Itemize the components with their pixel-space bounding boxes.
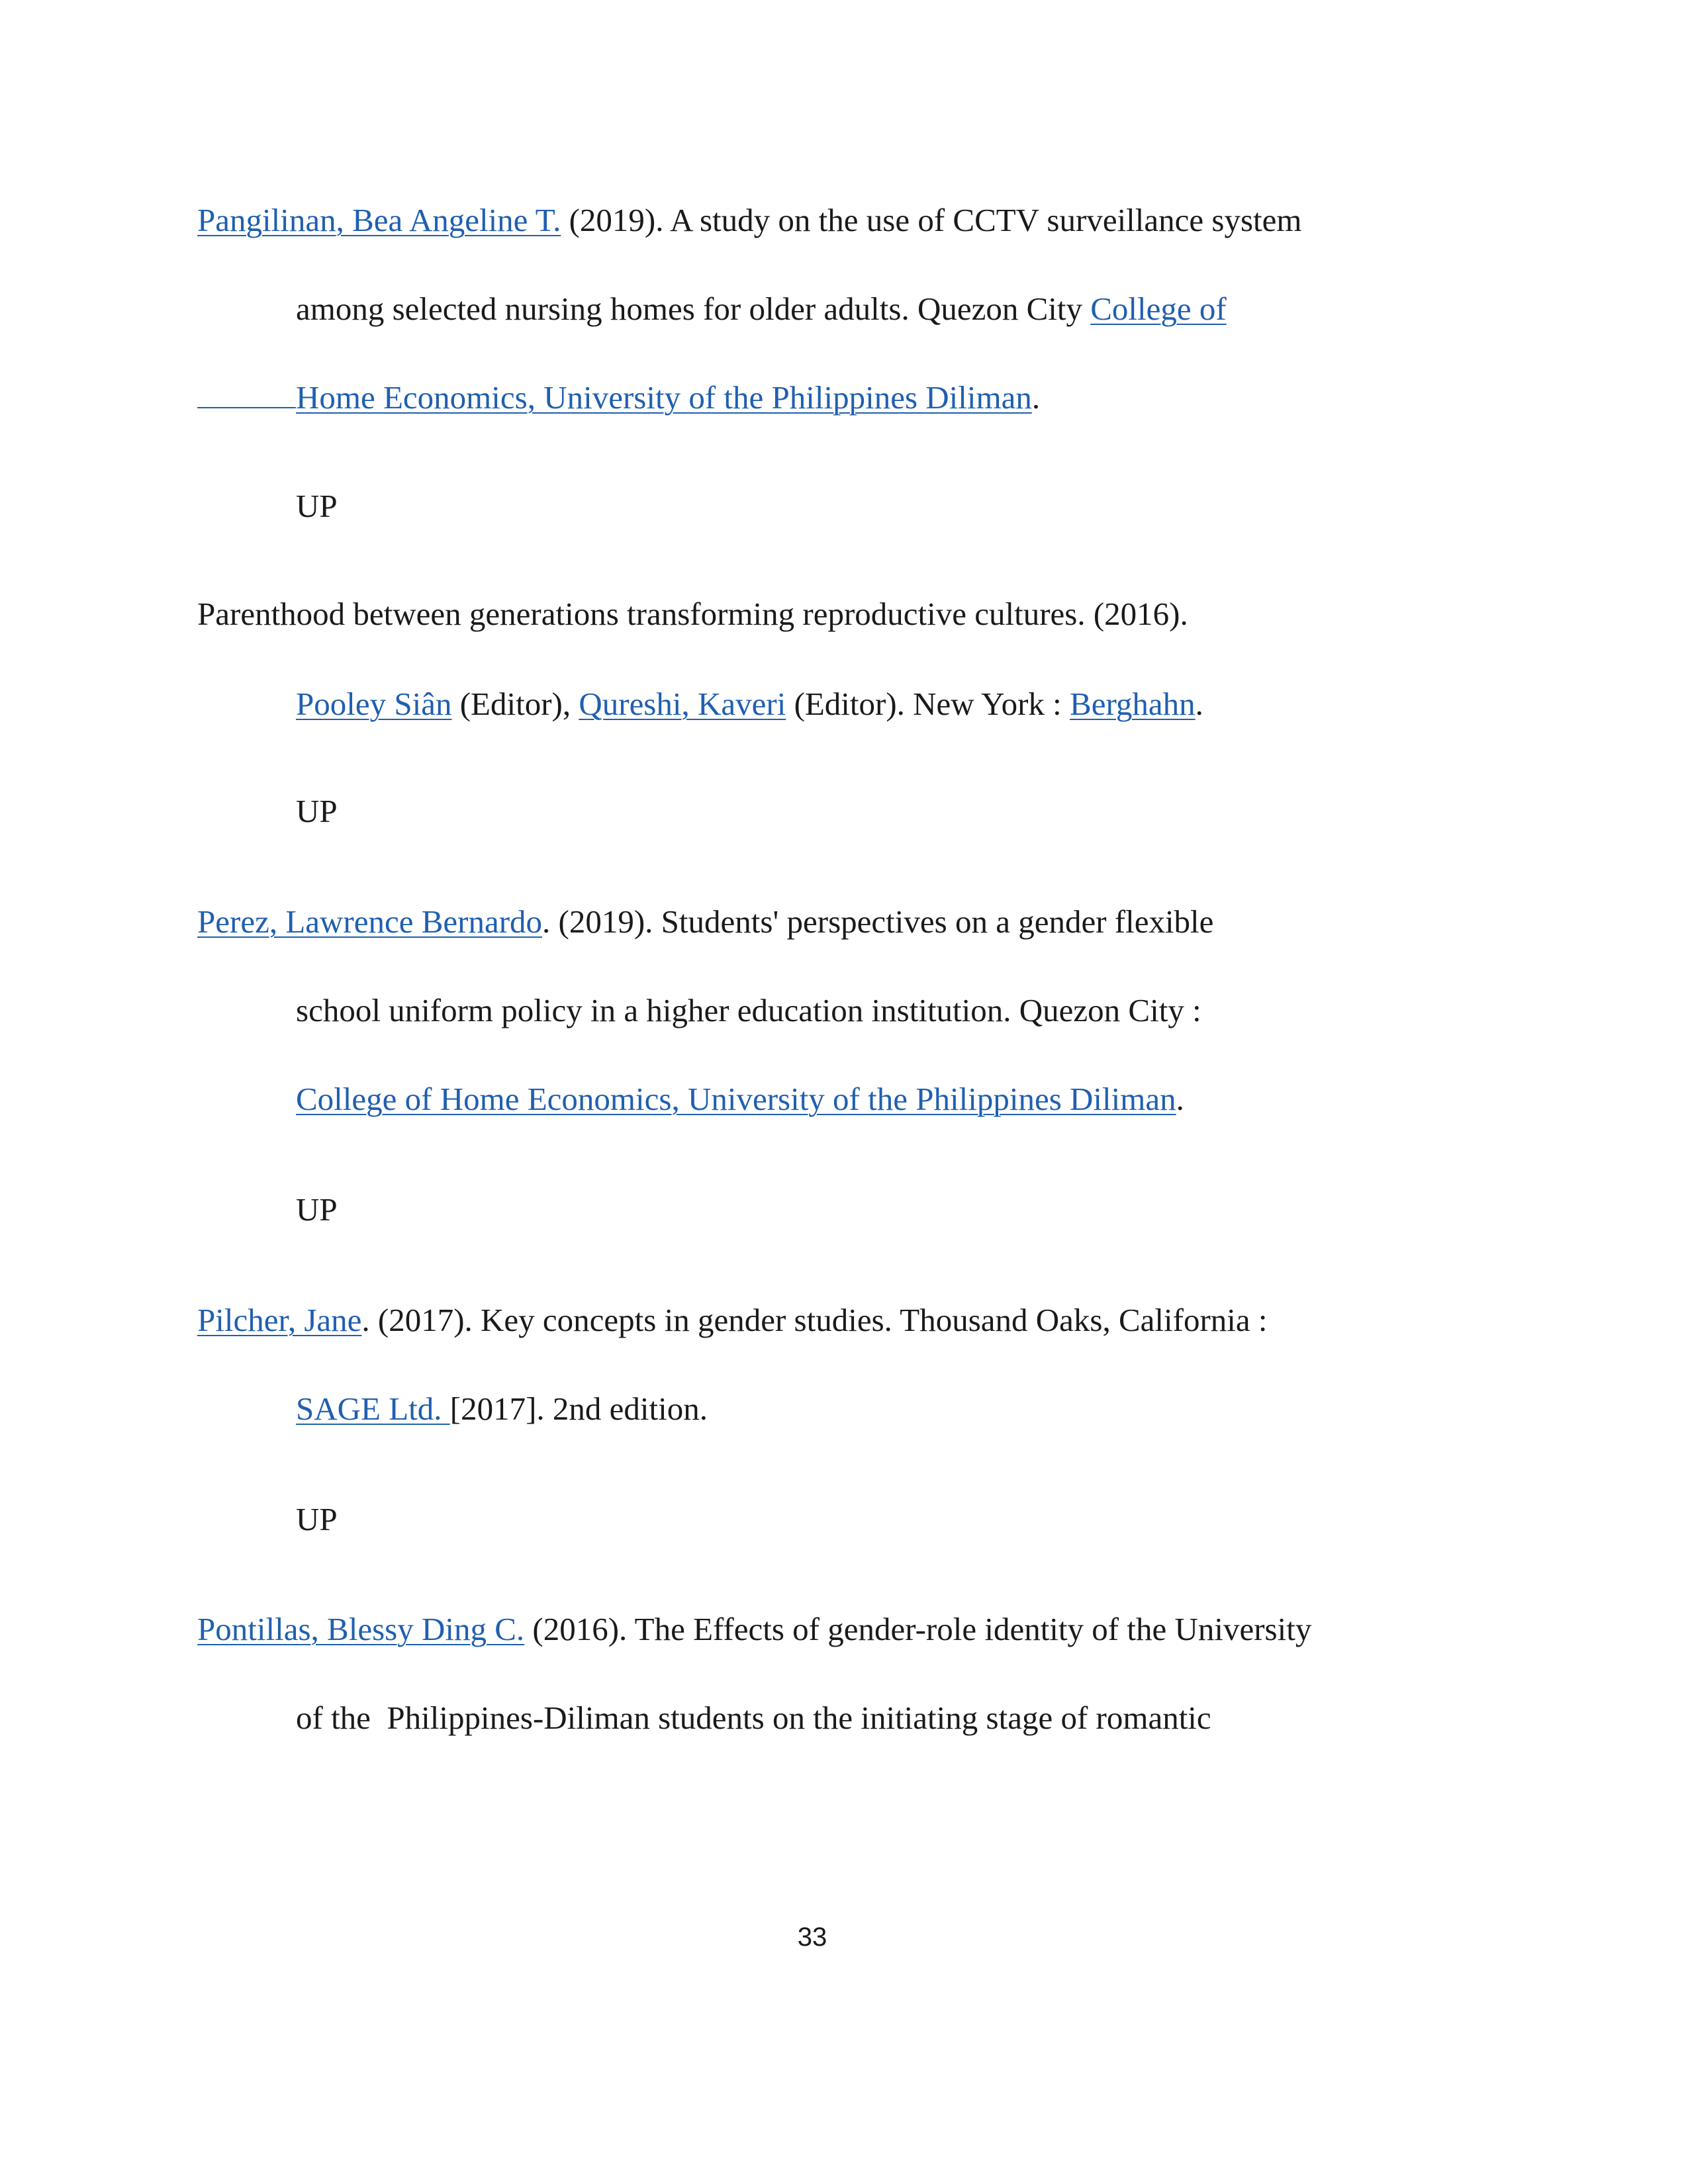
entry-1-end: .	[1031, 379, 1041, 416]
author-link-pangilinan[interactable]: Pangilinan, Bea Angeline T.	[197, 202, 561, 238]
entry-1-citation: (2019). A study on the use of CCTV surveillance system	[561, 202, 1302, 238]
author-link-pontillas[interactable]: Pontillas, Blessy Ding C.	[197, 1611, 525, 1647]
page-number: 33	[797, 1923, 827, 1952]
entry-5-citation: (2016). The Effects of gender-role identity of the University	[524, 1611, 1312, 1647]
entry-3-citation: . (2019). Students' perspectives on a gender flexible	[542, 903, 1214, 940]
entry-3-line-3	[296, 1079, 1184, 1119]
author-link-perez[interactable]: Perez, Lawrence Bernardo	[197, 903, 543, 940]
entry-1-line-3	[197, 378, 1040, 418]
editor-link-qureshi[interactable]: Qureshi, Kaveri	[579, 686, 786, 722]
author-link-pilcher[interactable]: Pilcher, Jane	[197, 1302, 362, 1338]
entry-3-location: UP	[296, 1191, 338, 1228]
entry-4-line-1	[197, 1300, 1267, 1340]
entry-3-end: .	[1176, 1081, 1184, 1117]
entry-3-line-1	[197, 902, 1213, 942]
entry-2-end: .	[1195, 686, 1203, 722]
publisher-link-che-part2[interactable]: Home Economics, University of the Philippines Diliman	[296, 379, 1032, 416]
entry-2-line-2	[296, 684, 1203, 724]
entry-3-line-2: school uniform policy in a higher education institution. Quezon City :	[296, 992, 1201, 1028]
entry-1-location: UP	[296, 488, 338, 524]
entry-4-edition: [2017]. 2nd edition.	[449, 1390, 708, 1427]
publisher-link-sage[interactable]: SAGE Ltd.	[296, 1390, 450, 1427]
editor-link-pooley[interactable]: Pooley Siân	[296, 686, 452, 722]
publisher-link-che-underline[interactable]	[197, 378, 296, 408]
entry-2-location: UP	[296, 793, 338, 829]
entry-1-line-2	[296, 289, 1270, 329]
entry-1-title-cont: among selected nursing homes for older adults. Quezon City	[296, 291, 1091, 327]
editor-role-2: (Editor). New York :	[786, 686, 1070, 722]
entry-4-line-2	[296, 1389, 708, 1429]
publisher-link-che[interactable]: College of Home Economics, University of the Philippines Diliman	[296, 1081, 1176, 1117]
entry-5-line-2: of the Philippines-Diliman students on the initiating stage of romantic	[296, 1700, 1211, 1736]
editor-role-1: (Editor),	[451, 686, 579, 722]
entry-2-line-1: Parenthood between generations transforming reproductive cultures. (2016).	[197, 596, 1188, 632]
entry-5-line-1	[197, 1610, 1311, 1649]
entry-1-line-1	[197, 201, 1302, 240]
publisher-link-che-part1[interactable]: College of	[1090, 291, 1227, 327]
entry-4-location: UP	[296, 1501, 338, 1537]
publisher-link-berghahn[interactable]: Berghahn	[1070, 686, 1196, 722]
entry-4-citation: . (2017). Key concepts in gender studies. Thousand Oaks, California :	[361, 1302, 1268, 1338]
